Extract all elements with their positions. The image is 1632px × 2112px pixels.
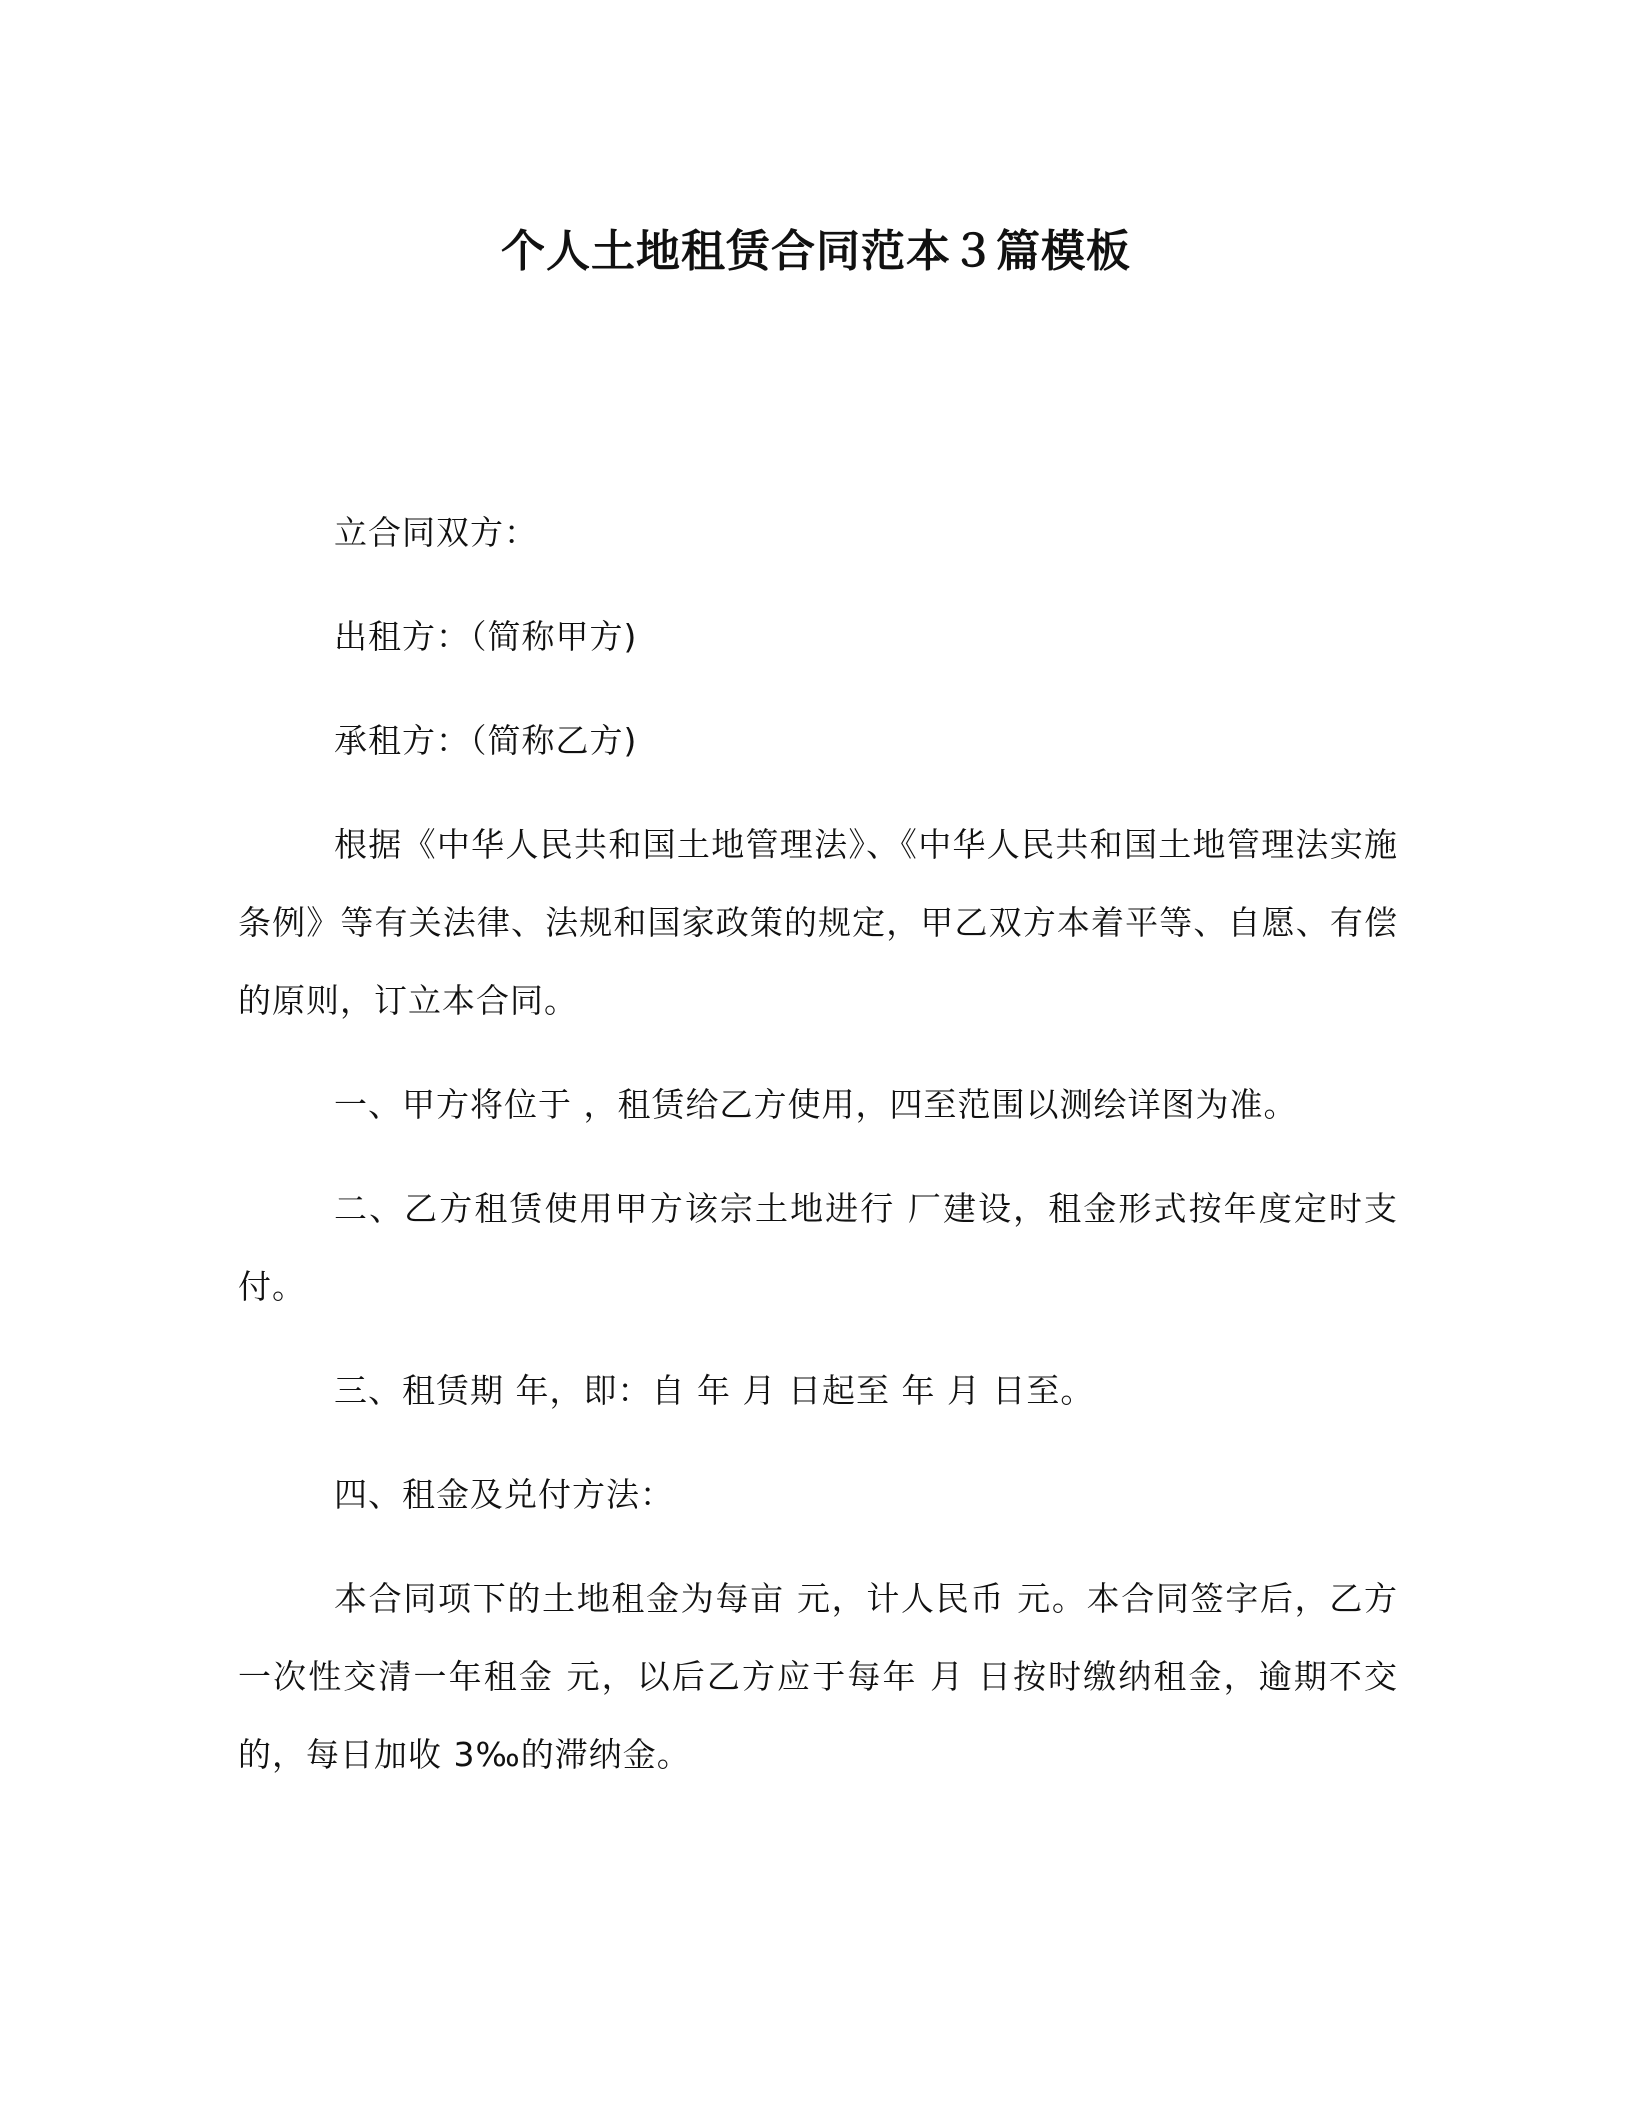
paragraph-parties: 立合同双方： <box>334 513 538 552</box>
document-body <box>238 494 1398 1794</box>
paragraph-legal-basis: 根据《中华人民共和国土地管理法》、《中华人民共和国土地管理法实施条例》等有关法律、法规和国家政策的规定，甲乙双方本着平等、自愿、有偿的原则，订立本合同。 <box>238 825 1398 1020</box>
paragraph-rent-terms: 本合同项下的土地租金为每亩 元，计人民币 元。本合同签字后，乙方一次性交清一年租金 元，以后乙方应于每年 月 日按时缴纳租金，逾期不交的，每日加收 3‰的滞纳金。 <box>238 1579 1398 1774</box>
paragraph-clause-3: 三、租赁期 年，即：自 年 月 日起至 年 月 日至。 <box>334 1371 1095 1410</box>
paragraph-lessor: 出租方：（简称甲方) <box>334 617 638 656</box>
paragraph-clause-1: 一、甲方将位于 ，租赁给乙方使用，四至范围以测绘详图为准。 <box>334 1085 1298 1124</box>
document-title: 个人土地租赁合同范本３篇模板 <box>501 226 1131 277</box>
paragraph-lessee: 承租方：（简称乙方) <box>334 721 638 760</box>
paragraph-clause-4-heading: 四、租金及兑付方法： <box>334 1475 674 1514</box>
paragraph-clause-2: 二、乙方租赁使用甲方该宗土地进行 厂建设，租金形式按年度定时支付。 <box>238 1189 1398 1306</box>
